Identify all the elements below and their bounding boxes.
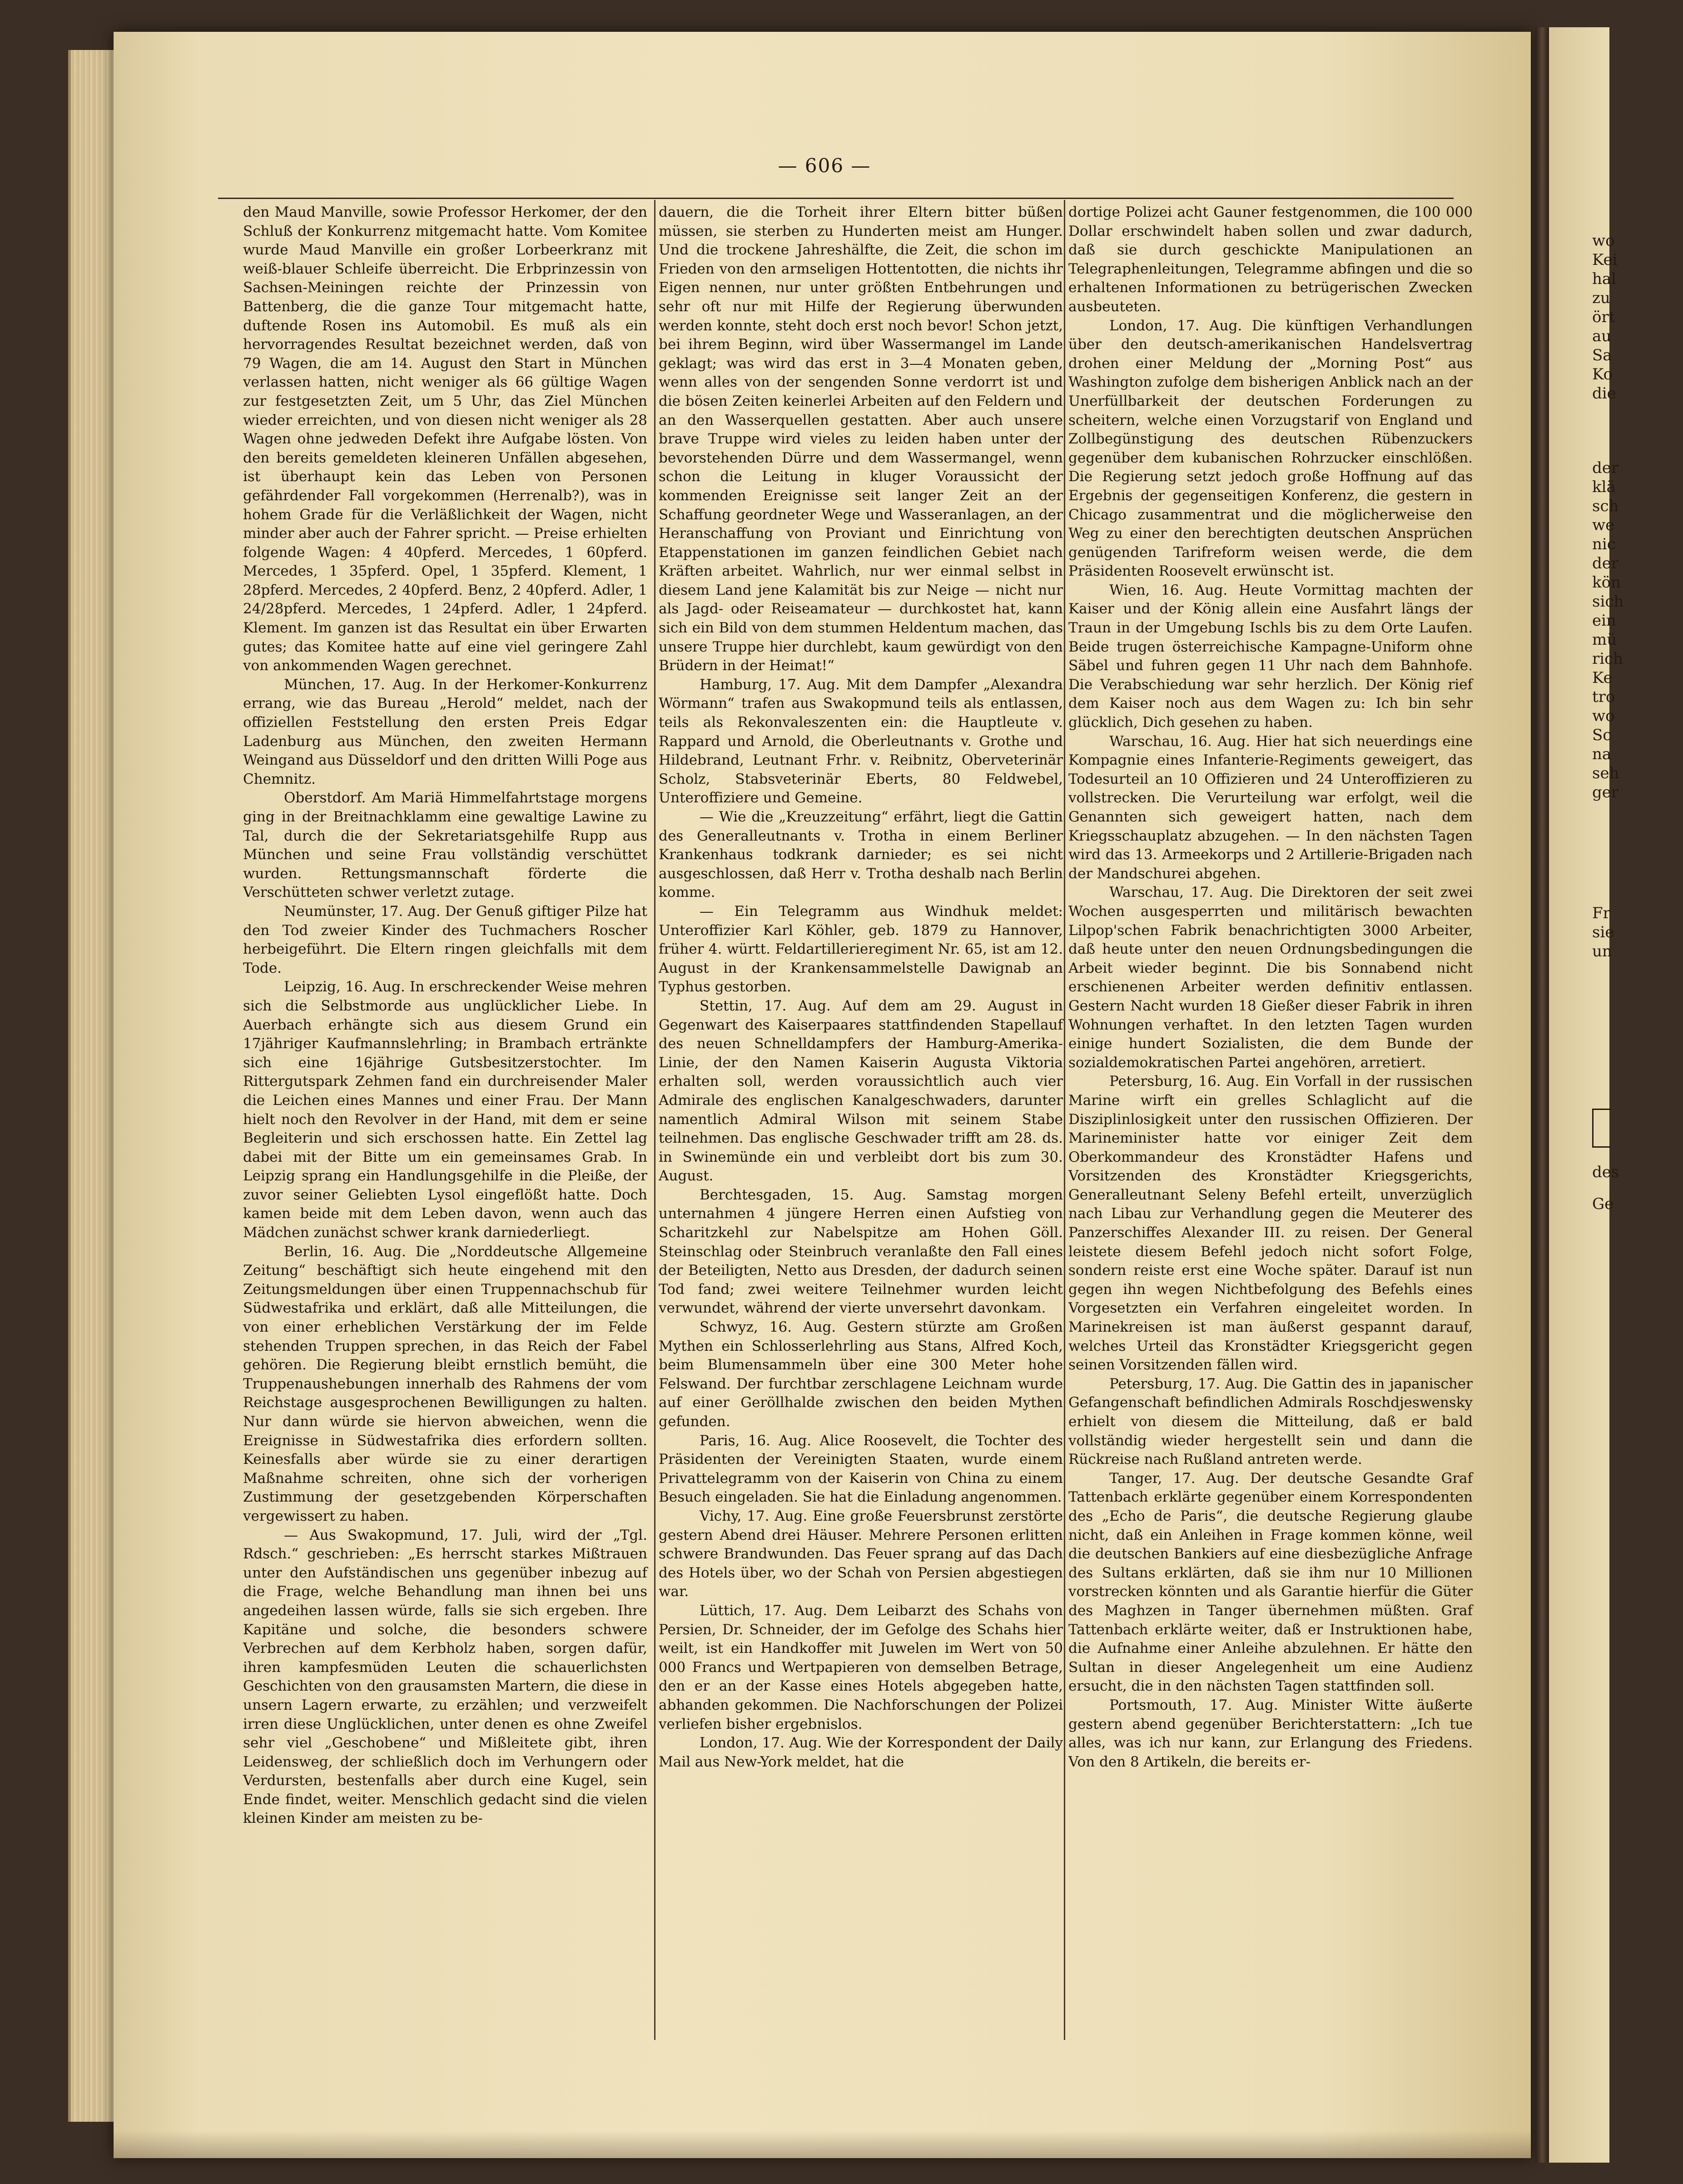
next-page-fragment: un xyxy=(1592,942,1612,960)
column-divider xyxy=(654,200,655,2040)
column-divider xyxy=(1064,200,1065,2040)
next-page-fragment: sie xyxy=(1592,923,1614,941)
article-paragraph: Petersburg, 16. Aug. Ein Vorfall in der russischen Marine wirft ein grelles Schlaglicht auf die Disziplinlosigkeit unter den russischen Offizieren. Der Marineminister hatte vor einiger Zeit dem Oberkommandeur des Kronstädter Hafens und Vorsitzenden des Kronstädter Kriegsgerichts, Generalleutnant Seleny Befehl erteilt, unverzüglich nach Libau zur Verhandlung gegen die Meuterer des Panzerschiffes Alexander III. zu reisen. Der General leistete diesem Befehl jedoch nicht sofort Folge, sondern reiste erst eine Woche später. Darauf ist nun gegen ihn wegen Nichtbefolgung des Befehls eines Vorgesetzten ein Verfahren eingeleitet worden. In Marinekreisen ist man äußerst gespannt darauf, welches Urteil das Kronstädter Kriegsgericht gegen seinen Vorsitzenden fällen wird. xyxy=(1068,1073,1473,1373)
next-page-fragment: nic xyxy=(1592,535,1616,553)
text-column-2 xyxy=(659,203,1063,2034)
article-paragraph: Leipzig, 16. Aug. In erschreckender Weise mehren sich die Selbstmorde aus unglücklicher Liebe. In Auerbach erhängte sich aus diesem Grund ein 17jähriger Kaufmannslehrling; in Brambach ertränkte sich eine 16jährige Gutsbesitzerstochter. Im Rittergutspark Zehmen fand ein durchreisender Maler die Leichen eines Mannes und einer Frau. Der Mann hielt noch den Revolver in der Hand, mit dem er seine Begleiterin und sich erschossen hatte. Ein Zettel lag dabei mit der Bitte um ein gemeinsames Grab. In Leipzig sprang ein Handlungsgehilfe in die Pleiße, der zuvor seiner Geliebten Lysol eingeflößt hatte. Doch kamen beide mit dem Leben davon, wenn auch das Mädchen zunächst schwer krank darniederliegt. xyxy=(243,979,647,1241)
article-paragraph: Tanger, 17. Aug. Der deutsche Gesandte Graf Tattenbach erklärte gegenüber einem Korrespondenten des „Echo de Paris“, die deutsche Regierung glaube nicht, daß ein Anleihen in Frage kommen könne, weil die deutschen Bankiers auf eine diesbezügliche Anfrage des Sultans erklärten, daß sie ihm nur 10 Millionen vorstrecken könnten und als Garantie hierfür die Güter des Maghzen in Tanger übernehmen müßten. Graf Tattenbach erklärte weiter, daß er Instruktionen habe, die Aufnahme einer Anleihe abzulehnen. Er hätte den Sultan in dieser Angelegenheit um eine Audienz ersucht, die in den nächsten Tagen stattfinden soll. xyxy=(1068,1470,1473,1695)
article-paragraph: Portsmouth, 17. Aug. Minister Witte äußerte gestern abend gegenüber Berichterstattern: „Ich tue alles, was ich nur kann, zur Erlangung des Friedens. Von den 8 Artikeln, die bereits er- xyxy=(1068,1696,1473,1770)
next-page-fragment: klä xyxy=(1592,478,1616,496)
next-page-fragment: kön xyxy=(1592,573,1621,592)
next-page-fragment: au xyxy=(1592,327,1612,345)
article-paragraph: Berchtesgaden, 15. Aug. Samstag morgen unternahmen 4 jüngere Herren einen Aufstieg von Scharitzkehl zur Nabelspitze am Hohen Göll. Steinschlag oder Steinbruch veranlaßte den Fall eines der Beteiligten, Netto aus Dresden, der dadurch seinen Tod fand; zwei weitere Teilnehmer wurden leicht verwundet, während der vierte unversehrt davonkam. xyxy=(659,1186,1063,1317)
next-page-fragment: wo xyxy=(1592,707,1615,725)
next-page-fragment: Fr xyxy=(1592,904,1610,922)
next-page-fragment: mü xyxy=(1592,631,1617,649)
next-page-fragment: der xyxy=(1592,554,1619,572)
article-paragraph: Lüttich, 17. Aug. Dem Leibarzt des Schahs von Persien, Dr. Schneider, der im Gefolge des Schahs hier weilt, ist ein Handkoffer mit Juwelen im Wert von 50 000 Francs und Wertpapieren von demselben Betrage, den er an der Kasse eines Hotels abgegeben hatte, abhanden gekommen. Die Nachforschungen der Polizei verliefen bisher ergebnislos. xyxy=(659,1602,1063,1732)
next-page-fragment: hal xyxy=(1592,270,1617,288)
next-page-fragment: Sa xyxy=(1592,346,1612,364)
next-page-fragment: rich xyxy=(1592,650,1623,668)
article-paragraph: Neumünster, 17. Aug. Der Genuß giftiger Pilze hat den Tod zweier Kinder des Tuchmachers Roscher herbeigeführt. Die Eltern ringen gleichfalls mit dem Tode. xyxy=(243,903,647,976)
next-page-fragment: sich xyxy=(1592,592,1624,611)
article-paragraph: — Ein Telegramm aus Windhuk meldet: Unteroffizier Karl Köhler, geb. 1879 zu Hannover, früher 4. württ. Feldartillerieregiment Nr. 65, ist am 12. August in der Krankensammelstelle Dawignab an Typhus gestorben. xyxy=(659,903,1063,995)
next-page-fragment: zu xyxy=(1592,289,1610,307)
text-column-1 xyxy=(243,203,647,2034)
next-page-fragment: Sc xyxy=(1592,726,1612,744)
article-paragraph: — Aus Swakopmund, 17. Juli, wird der „Tgl. Rdsch.“ geschrieben: „Es herrscht starkes Mißtrauen unter den Aufständischen uns gegenüber inbezug auf die Frage, welche Behandlung man ihnen bei uns angedeihen lassen würde, falls sie sich ergeben. Ihre Kapitäne und solche, die besonders schwere Verbrechen auf dem Kerbholz haben, sorgen dafür, ihren kampfesmüden Leuten die schauerlichsten Geschichten von den grausamsten Martern, die diese in unsern Lagern erwarte, zu erzählen; und verzweifelt irren diese Unglücklichen, unter denen es ohne Zweifel sehr viel „Geschobene“ und Mißleitete gibt, ihren Leidensweg, der schließlich doch im Verhungern oder Verdursten, bestenfalls aber durch eine Kugel, sein Ende findet, weiter. Menschlich gedacht sind die vielen kleinen Kinder am meisten zu be- xyxy=(243,1527,647,1827)
next-page-fragment: na xyxy=(1592,745,1612,763)
next-page-fragment: seh xyxy=(1592,764,1619,782)
article-paragraph: Stettin, 17. Aug. Auf dem am 29. August in Gegenwart des Kaiserpaares stattfindenden Stapellauf des neuen Schnelldampfers der Hamburg-Amerika-Linie, der den Namen Kaiserin Augusta Viktoria erhalten soll, werden voraussichtlich auch vier Admirale des englischen Kanalgeschwaders, darunter namentlich Admiral Wilson mit seinem Stabe teilnehmen. Das englische Geschwader trifft am 28. ds. in Swinemünde ein und verbleibt dort bis zum 30. August. xyxy=(659,997,1063,1184)
article-paragraph: Berlin, 16. Aug. Die „Norddeutsche Allgemeine Zeitung“ beschäftigt sich heute eingehend mit den Zeitungsmeldungen über einen Truppennachschub für Südwestafrika und erklärt, daß alle Mitteilungen, die von einer erheblichen Verstärkung der im Felde stehenden Truppen sprechen, in das Reich der Fabel gehören. Die Regierung bleibt ernstlich bemüht, die Truppenaushebungen innerhalb des Rahmens der vom Reichstage ausgesprochenen Bewilligungen zu halten. Nur dann würde sie hiervon abweichen, wenn die Ereignisse in Südwestafrika dies erfordern sollten. Keinesfalls aber würde sie zu einer derartigen Maßnahme schreiten, ohne sich der vorherigen Zustimmung der gesetzgebenden Körperschaften vergewissert zu haben. xyxy=(243,1243,647,1524)
next-page-fragment: tro xyxy=(1592,688,1615,706)
next-page-fragment: ein xyxy=(1592,612,1616,630)
article-paragraph: Paris, 16. Aug. Alice Roosevelt, die Tochter des Präsidenten der Vereinigten Staaten, wurde einem Privattelegramm von der Kaiserin von China zu einem Besuch eingeladen. Sie hat die Einladung angenommen. xyxy=(659,1432,1063,1506)
article-paragraph: Vichy, 17. Aug. Eine große Feuersbrunst zerstörte gestern Abend drei Häuser. Mehrere Personen erlitten schwere Brandwunden. Das Feuer sprang auf das Dach des Hotels über, wo der Schah von Persien abgestiegen war. xyxy=(659,1507,1063,1600)
header-rule xyxy=(218,198,1454,199)
page-number: — 606 — xyxy=(778,154,871,177)
article-paragraph: Petersburg, 17. Aug. Die Gattin des in japanischer Gefangenschaft befindlichen Admirals Roschdjeswensky erhielt von diesem die Mitteilung, daß er bald vollständig wieder hergestellt sein und dann die Rückreise nach Rußland antreten werde. xyxy=(1068,1375,1473,1468)
next-page-fragment: we xyxy=(1592,516,1615,534)
next-page-edge xyxy=(1549,27,1624,2163)
next-page-fragment: ört xyxy=(1592,308,1615,326)
next-page-fragment: ger xyxy=(1592,783,1619,801)
next-page-fragment: die xyxy=(1592,384,1616,403)
next-page-fragment: sch xyxy=(1592,497,1619,515)
article-paragraph: Warschau, 16. Aug. Hier hat sich neuerdings eine Kompagnie eines Infanterie-Regiments geweigert, das Todesurteil an 10 Offizieren und 24 Unteroffizieren zu vollstrecken. Die Verurteilung war erfolgt, weil die Genannten sich geweigert hatten, nach dem Kriegsschauplatz abzugehen. — In den nächsten Tagen wird das 13. Armeekorps und 2 Artillerie-Brigaden nach der Mandschurei abgehen. xyxy=(1068,733,1473,882)
next-page-fragment: Ge xyxy=(1592,1195,1614,1213)
article-paragraph: dauern, die die Torheit ihrer Eltern bitter büßen müssen, sie sterben zu Hunderten meist am Hunger. Und die trockene Jahreshälfte, die Zeit, die schon im Frieden von den armseligen Hottentotten, die nichts ihr Eigen nennen, nur unter größten Entbehrungen und sehr oft nur mit Hilfe der Regierung überwunden werden konnte, steht doch erst noch bevor! Schon jetzt, bei ihrem Beginn, wird über Wassermangel im Lande geklagt; was wird das erst in 3—4 Monaten geben, wenn alles von der sengenden Sonne verdorrt ist und die bösen Zeiten keinerlei Arbeiten auf den Feldern und an den Wasserquellen gestatten. Aber auch unsere brave Truppe wird vieles zu leiden haben unter der bevorstehenden Dürre und dem Wassermangel, wenn schon die Leitung in kluger Voraussicht der kommenden Ereignisse seit langer Zeit an der Schaffung geordneter Wege und Wasseranlagen, an der Heranschaffung von Proviant und Einrichtung von Etappenstationen im ganzen feindlichen Gebiet nach Kräften arbeitet. Wahrlich, nur wer einmal selbst in diesem Land jene Kalamität bis zur Neige — nicht nur als Jagd- oder Reiseamateur — durchkostet hat, kann sich ein Bild von dem stummen Heldentum machen, das unsere Truppe hier durchlebt, kaum gewürdigt von den Brüdern in der Heimat!“ xyxy=(659,204,1063,674)
next-page-fragment: Kei xyxy=(1592,251,1618,269)
article-paragraph: Oberstdorf. Am Mariä Himmelfahrtstage morgens ging in der Breitnachklamm eine gewaltige Lawine zu Tal, durch die der Sekretariatsgehilfe Rupp aus München und seine Frau vollständig verschüttet wurden. Rettungsmannschaft förderte die Verschütteten schwer verletzt zutage. xyxy=(243,790,647,901)
book-gutter xyxy=(1535,27,1549,2163)
article-paragraph: Wien, 16. Aug. Heute Vormittag machten der Kaiser und der König allein eine Ausfahrt längs der Traun in der Umgebung Ischls bis zu dem Orte Laufen. Beide trugen österreichische Kampagne-Uniform ohne Säbel und fuhren gegen 11 Uhr nach dem Bahnhofe. Die Verabschiedung war sehr herzlich. Der König rief dem Kaiser noch aus dem Wagen zu: Ich bin sehr glücklich, Dich gesehen zu haben. xyxy=(1068,582,1473,731)
bracket-mark-icon xyxy=(1592,1109,1611,1148)
next-page-fragment: wo xyxy=(1592,232,1615,250)
article-paragraph: dortige Polizei acht Gauner festgenommen, die 100 000 Dollar erschwindelt haben sollen und zwar dadurch, daß sie durch geschickte Manipulationen an Telegraphenleitungen, Telegramme abfingen und die so erhaltenen Informationen zu betrügerischen Zwecken ausbeuteten. xyxy=(1068,204,1473,315)
next-page-fragment: der xyxy=(1592,459,1619,477)
next-page-fragment: des xyxy=(1592,1163,1619,1181)
next-page-fragment: Ko xyxy=(1592,365,1613,383)
article-paragraph: London, 17. Aug. Die künftigen Verhandlungen über den deutsch-amerikanischen Handelsvertrag drohen einer Meldung der „Morning Post“ aus Washington zufolge dem bisherigen Anblick nach an der Unerfüllbarkeit der deutschen Forderungen zu scheitern, welche einen Vorzugstarif von England und Zollbegünstigung des deutschen Rübenzuckers gegenüber dem kubanischen Rohrzucker einschlößen. Die Regierung setzt jedoch große Hoffnung auf das Ergebnis der gegenseitigen Konferenz, die gestern in Chicago zusammentrat und die möglicherweise den Weg zu einer den berechtigten deutschen Ansprüchen genügenden Tarifreform weisen werde, die dem Präsidenten Roosevelt erwünscht ist. xyxy=(1068,317,1473,580)
article-paragraph: München, 17. Aug. In der Herkomer-Konkurrenz errang, wie das Bureau „Herold“ meldet, nach der offiziellen Feststellung den ersten Preis Edgar Ladenburg aus München, den zweiten Hermann Weingand aus Düsseldorf und den dritten Willi Poge aus Chemnitz. xyxy=(243,676,647,787)
page-bottom-shadow xyxy=(114,2131,1531,2158)
article-paragraph: — Wie die „Kreuzzeitung“ erfährt, liegt die Gattin des Generalleutnants v. Trotha in einem Berliner Krankenhaus todkrank darnieder; es sei nicht ausgeschlossen, daß Herr v. Trotha deshalb nach Berlin komme. xyxy=(659,809,1063,901)
article-paragraph: London, 17. Aug. Wie der Korrespondent der Daily Mail aus New-York meldet, hat die xyxy=(659,1735,1063,1770)
text-column-3 xyxy=(1068,203,1473,2034)
article-paragraph: Hamburg, 17. Aug. Mit dem Dampfer „Alexandra Wörmann“ trafen aus Swakopmund teils als entlassen, teils als Rekonvaleszenten ein: die Hauptleute v. Rappard und Arnold, die Oberleutnants v. Grothe und Hildebrand, Leutnant Frhr. v. Reibnitz, Oberveterinär Scholz, Stabsveterinär Eberts, 80 Feldwebel, Unteroffiziere und Gemeine. xyxy=(659,676,1063,806)
article-paragraph: Schwyz, 16. Aug. Gestern stürzte am Großen Mythen ein Schlosserlehrling aus Stans, Alfred Koch, beim Blumensammeln über eine 300 Meter hohe Felswand. Der furchtbar zerschlagene Leichnam wurde auf einer Geröllhalde zwischen den beiden Mythen gefunden. xyxy=(659,1319,1063,1430)
article-paragraph: Warschau, 17. Aug. Die Direktoren der seit zwei Wochen ausgesperrten und militärisch bewachten Lilpop'schen Fabrik benachrichtigten 3000 Arbeiter, daß heute unter den neuen Ordnungsbedingungen die Arbeit wieder beginnt. Die bis Sonnabend nicht erschienenen Arbeiter werden definitiv entlassen. Gestern Nacht wurden 18 Gießer dieser Fabrik in ihren Wohnungen verhaftet. In den letzten Tagen wurden einige hundert Sozialisten, die dem Bunde der sozialdemokratischen Partei angehören, arretiert. xyxy=(1068,884,1473,1071)
next-page-fragment: Ke xyxy=(1592,669,1613,687)
article-paragraph: den Maud Manville, sowie Professor Herkomer, der den Schluß der Konkurrenz mitgemacht hatte. Vom Komitee wurde Maud Manville ein großer Lorbeerkranz mit weiß-blauer Schleife überreicht. Die Erbprinzessin von Sachsen-Meiningen reichte der Prinzessin von Battenberg, die die ganze Tour mitgemacht hatte, duftende Rosen ins Automobil. Es muß als ein hervorragendes Resultat bezeichnet werden, daß von 79 Wagen, die am 14. August den Start in München verlassen hatten, nicht weniger als 66 gültige Wagen zur festgesetzten Zeit, um 5 Uhr, das Ziel München wieder erreichten, und von diesen nicht weniger als 28 Wagen ohne jedweden Defekt ihre Aufgabe lösten. Von den bereits gemeldeten kleineren Unfällen abgesehen, ist überhaupt kein das Leben von Personen gefährdender Fall vorgekommen (Herrenalb?), was in hohem Grade für die Verläßlichkeit der Wagen, nicht minder aber auch der Fahrer spricht. — Preise erhielten folgende Wagen: 4 40pferd. Mercedes, 1 60pferd. Mercedes, 1 35pferd. Opel, 1 35pferd. Klement, 1 28pferd. Mercedes, 2 40pferd. Benz, 2 40pferd. Adler, 1 24/28pferd. Mercedes, 1 24pferd. Adler, 1 24pferd. Klement. Im ganzen ist das Resultat ein über Erwarten gutes; das Komitee hatte auf eine viel geringere Zahl von ankommenden Wagen gerechnet. xyxy=(243,204,647,674)
